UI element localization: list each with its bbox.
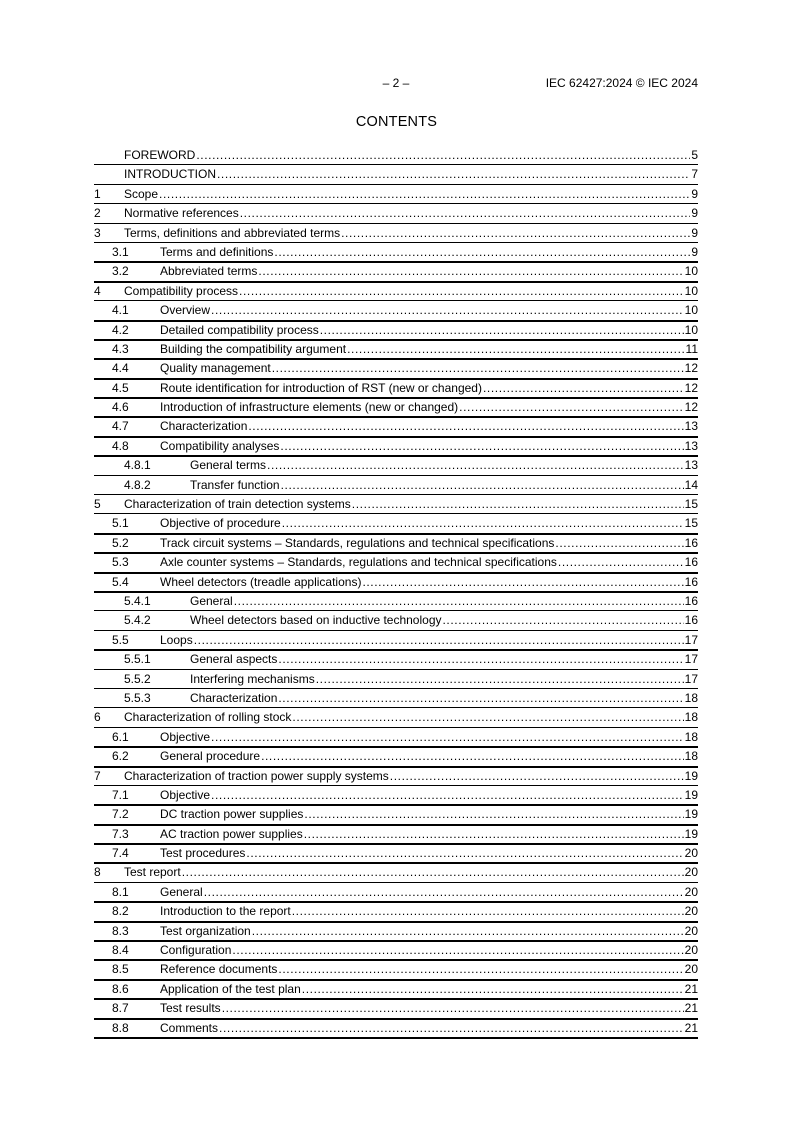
toc-row	[94, 379, 698, 399]
toc-leader-dots	[240, 204, 691, 222]
toc-row	[94, 767, 698, 786]
toc-row	[94, 495, 698, 514]
toc-number: 4.8.2	[124, 477, 151, 492]
toc-row	[94, 999, 698, 1019]
toc-entry[interactable]	[94, 146, 698, 165]
toc-leader-dots	[211, 786, 684, 804]
toc-leader-dots	[352, 495, 684, 513]
toc-entry[interactable]	[94, 863, 698, 882]
toc-page-number: 19	[684, 787, 698, 802]
toc-row	[94, 650, 698, 669]
toc-label: Wheel detectors based on inductive technology	[190, 613, 442, 628]
toc-number: 5.5.2	[124, 671, 151, 686]
toc-leader-dots	[159, 185, 690, 203]
toc-entry[interactable]	[94, 592, 698, 611]
toc-page-number: 15	[684, 497, 698, 512]
toc-page-number: 13	[684, 438, 698, 453]
toc-entry[interactable]	[94, 767, 698, 786]
toc-row	[94, 922, 698, 942]
toc-page-number: 16	[684, 535, 698, 550]
toc-row	[94, 747, 698, 767]
toc-number: 4.2	[112, 322, 129, 337]
toc-row	[94, 185, 698, 204]
toc-number: 4.5	[112, 380, 129, 395]
toc-label: Test procedures	[160, 846, 246, 861]
toc-number: 5.4.1	[124, 593, 151, 608]
toc-row	[94, 437, 698, 457]
toc-label: Objective of procedure	[160, 516, 281, 531]
toc-leader-dots	[219, 1019, 684, 1037]
toc-entry[interactable]	[94, 282, 698, 301]
toc-row	[94, 359, 698, 379]
toc-label: Interfering mechanisms	[190, 671, 315, 686]
toc-leader-dots	[341, 224, 690, 242]
toc-label: Route identification for introduction of RST (new or changed)	[160, 380, 482, 395]
toc-row	[94, 786, 698, 806]
toc-label: Terms, definitions and abbreviated terms	[124, 225, 341, 240]
toc-page-number: 21	[684, 1001, 698, 1016]
toc-entry[interactable]	[94, 883, 698, 902]
toc-row	[94, 262, 698, 282]
toc-leader-dots	[347, 340, 684, 358]
toc-number: 8.8	[112, 1020, 129, 1035]
toc-number: 3.2	[112, 264, 129, 279]
toc-page-number: 13	[684, 419, 698, 434]
toc-label: Detailed compatibility process	[160, 322, 319, 337]
toc-entry[interactable]	[94, 398, 698, 417]
toc-entry[interactable]	[94, 825, 698, 844]
toc-label: Test organization	[160, 923, 251, 938]
toc-label: Axle counter systems – Standards, regulations and technical specifications	[160, 555, 557, 570]
toc-label: Introduction of infrastructure elements (new or changed)	[160, 400, 459, 415]
toc-leader-dots	[483, 379, 684, 397]
toc-number: 5.2	[112, 535, 129, 550]
toc-entry[interactable]	[94, 922, 698, 941]
toc-page-number: 12	[684, 400, 698, 415]
toc-number: 7	[94, 768, 101, 783]
toc-entry[interactable]	[94, 165, 698, 184]
toc-row	[94, 883, 698, 903]
toc-number: 7.2	[112, 807, 129, 822]
toc-entry[interactable]	[94, 786, 698, 805]
toc-separator-line	[94, 1037, 698, 1038]
toc-entry[interactable]	[94, 243, 698, 262]
toc-entry[interactable]	[94, 960, 698, 979]
toc-leader-dots	[211, 728, 684, 746]
toc-row	[94, 534, 698, 554]
toc-row	[94, 456, 698, 475]
toc-entry[interactable]	[94, 456, 698, 475]
toc-number: 8.2	[112, 904, 129, 919]
toc-entry[interactable]	[94, 805, 698, 824]
toc-page-number: 12	[684, 380, 698, 395]
toc-label: Wheel detectors (treadle applications)	[160, 574, 362, 589]
toc-leader-dots	[258, 262, 683, 280]
toc-entry[interactable]	[94, 611, 698, 630]
toc-leader-dots	[459, 398, 683, 416]
toc-label: Normative references	[124, 206, 239, 221]
toc-entry[interactable]	[94, 359, 698, 378]
toc-row	[94, 708, 698, 727]
toc-leader-dots	[304, 825, 684, 843]
toc-row	[94, 204, 698, 223]
toc-entry[interactable]	[94, 340, 698, 359]
toc-number: 4	[94, 283, 101, 298]
toc-page-number: 19	[684, 807, 698, 822]
toc-number: 5	[94, 497, 101, 512]
toc-number: 8	[94, 865, 101, 880]
toc-page-number: 9	[691, 206, 698, 221]
toc-entry[interactable]	[94, 1019, 698, 1038]
toc-entry[interactable]	[94, 728, 698, 747]
toc-page-number: 20	[684, 846, 698, 861]
toc-page-number: 20	[684, 943, 698, 958]
toc-entry[interactable]	[94, 437, 698, 456]
toc-entry[interactable]	[94, 844, 698, 863]
toc-page-number: 21	[684, 981, 698, 996]
toc-entry[interactable]	[94, 301, 698, 320]
toc-row	[94, 902, 698, 922]
toc-label: Objective	[160, 787, 211, 802]
toc-number: 5.1	[112, 516, 129, 531]
toc-entry[interactable]	[94, 379, 698, 398]
toc-row	[94, 863, 698, 882]
toc-label: Building the compatibility argument	[160, 341, 347, 356]
toc-page-number: 5	[691, 148, 698, 162]
toc-number: 6	[94, 710, 101, 725]
toc-page-number: 20	[684, 962, 698, 977]
toc-row	[94, 514, 698, 534]
toc-row	[94, 980, 698, 1000]
toc-label: General procedure	[160, 749, 261, 764]
page-header	[94, 76, 698, 92]
toc-label: Compatibility analyses	[160, 438, 280, 453]
toc-row	[94, 398, 698, 418]
toc-number: 5.4	[112, 574, 129, 589]
toc-page-number: 17	[684, 632, 698, 647]
toc-leader-dots	[248, 417, 683, 435]
toc-leader-dots	[252, 922, 684, 940]
toc-label: Introduction to the report	[160, 904, 291, 919]
toc-entry[interactable]	[94, 980, 698, 999]
page-number: – 2 –	[382, 76, 410, 90]
toc-page-number: 14	[684, 477, 698, 492]
toc-row	[94, 941, 698, 961]
toc-page-number: 16	[684, 593, 698, 608]
toc-number: 4.6	[112, 400, 129, 415]
toc-row	[94, 805, 698, 825]
toc-leader-dots	[443, 611, 684, 629]
toc-label: Abbreviated terms	[160, 264, 258, 279]
toc-row	[94, 825, 698, 845]
toc-number: 8.7	[112, 1001, 129, 1016]
toc-label: Comments	[160, 1020, 219, 1035]
toc-label: Transfer function	[190, 477, 280, 492]
toc-row	[94, 417, 698, 437]
toc-label: FOREWORD	[124, 148, 196, 162]
toc-page-number: 13	[684, 458, 698, 473]
toc-row	[94, 340, 698, 360]
toc-leader-dots	[278, 650, 683, 668]
toc-page-number: 20	[684, 923, 698, 938]
toc-page-number: 21	[684, 1020, 698, 1035]
toc-label: Configuration	[160, 943, 232, 958]
toc-label: Compatibility process	[124, 283, 239, 298]
toc-entry[interactable]	[94, 902, 698, 921]
toc-entry[interactable]	[94, 514, 698, 533]
toc-entry[interactable]	[94, 708, 698, 727]
toc-leader-dots	[274, 243, 690, 261]
toc-entry[interactable]	[94, 224, 698, 243]
toc-row	[94, 321, 698, 341]
toc-row	[94, 960, 698, 980]
toc-page-number: 17	[684, 652, 698, 667]
toc-row	[94, 728, 698, 748]
toc-entry[interactable]	[94, 999, 698, 1018]
toc-label: Reference documents	[160, 962, 278, 977]
toc-row	[94, 553, 698, 573]
toc-number: 4.3	[112, 341, 129, 356]
toc-leader-dots	[222, 999, 684, 1017]
toc-leader-dots	[362, 573, 683, 591]
toc-label: Characterization of train detection systems	[124, 497, 351, 512]
toc-row	[94, 243, 698, 263]
toc-page-number: 19	[684, 826, 698, 841]
toc-label: Quality management	[160, 361, 271, 376]
toc-page-number: 18	[684, 690, 698, 705]
toc-entry[interactable]	[94, 321, 698, 340]
toc-label: General aspects	[190, 652, 278, 667]
toc-page-number: 16	[684, 574, 698, 589]
toc-leader-dots	[232, 941, 683, 959]
toc-row	[94, 146, 698, 165]
toc-label: Objective	[160, 729, 211, 744]
toc-number: 6.1	[112, 729, 129, 744]
toc-leader-dots	[281, 476, 684, 494]
toc-leader-dots	[194, 631, 684, 649]
toc-number: 5.4.2	[124, 613, 151, 628]
toc-label: Scope	[124, 186, 159, 201]
toc-leader-dots	[555, 534, 683, 552]
toc-label: Loops	[160, 632, 193, 647]
standard-reference: IEC 62427:2024 © IEC 2024	[545, 76, 698, 90]
toc-page-number: 10	[684, 322, 698, 337]
toc-page-number: 18	[684, 710, 698, 725]
toc-page-number: 20	[684, 884, 698, 899]
toc-number: 5.5	[112, 632, 129, 647]
toc-page-number: 16	[684, 555, 698, 570]
toc-leader-dots	[278, 960, 683, 978]
toc-number: 4.8	[112, 438, 129, 453]
table-of-contents	[94, 146, 698, 1038]
toc-entry[interactable]	[94, 650, 698, 669]
toc-row	[94, 844, 698, 864]
toc-label: AC traction power supplies	[160, 826, 303, 841]
toc-row	[94, 573, 698, 593]
toc-row	[94, 670, 698, 689]
toc-leader-dots	[292, 902, 684, 920]
toc-entry[interactable]	[94, 185, 698, 204]
toc-row	[94, 631, 698, 651]
toc-entry[interactable]	[94, 417, 698, 436]
toc-leader-dots	[196, 146, 690, 164]
toc-page-number: 10	[684, 303, 698, 318]
toc-leader-dots	[246, 844, 683, 862]
toc-number: 4.7	[112, 419, 129, 434]
toc-label: Test report	[124, 865, 181, 880]
toc-entry[interactable]	[94, 553, 698, 572]
toc-leader-dots	[280, 437, 683, 455]
toc-entry[interactable]	[94, 495, 698, 514]
toc-page-number: 16	[684, 613, 698, 628]
toc-label: Application of the test plan	[160, 981, 301, 996]
toc-number: 8.3	[112, 923, 129, 938]
toc-number: 8.6	[112, 981, 129, 996]
toc-number: 5.3	[112, 555, 129, 570]
toc-leader-dots	[182, 863, 684, 881]
toc-page-number: 12	[684, 361, 698, 376]
toc-number: 7.1	[112, 787, 129, 802]
toc-leader-dots	[204, 883, 684, 901]
toc-number: 7.4	[112, 846, 129, 861]
toc-label: INTRODUCTION	[124, 167, 216, 182]
toc-number: 4.4	[112, 361, 129, 376]
toc-number: 8.1	[112, 884, 129, 899]
toc-entry[interactable]	[94, 747, 698, 766]
page-title: CONTENTS	[355, 114, 438, 130]
toc-page-number: 9	[691, 244, 698, 259]
toc-page-number: 15	[684, 516, 698, 531]
toc-row	[94, 165, 698, 184]
toc-number: 4.8.1	[124, 458, 151, 473]
toc-label: DC traction power supplies	[160, 807, 304, 822]
toc-leader-dots	[217, 165, 690, 183]
toc-page-number: 7	[691, 167, 698, 182]
toc-leader-dots	[278, 689, 683, 707]
toc-leader-dots	[239, 282, 684, 300]
toc-row	[94, 224, 698, 243]
toc-leader-dots	[261, 747, 684, 765]
toc-entry[interactable]	[94, 534, 698, 553]
toc-entry[interactable]	[94, 941, 698, 960]
toc-number: 5.5.1	[124, 652, 151, 667]
toc-page-number: 17	[684, 671, 698, 686]
toc-entry[interactable]	[94, 670, 698, 689]
toc-number: 2	[94, 206, 101, 221]
toc-number: 3.1	[112, 244, 129, 259]
toc-label: General	[160, 884, 203, 899]
toc-leader-dots	[558, 553, 684, 571]
toc-number: 1	[94, 186, 101, 201]
toc-entry[interactable]	[94, 689, 698, 708]
toc-row	[94, 301, 698, 321]
toc-leader-dots	[234, 592, 684, 610]
toc-leader-dots	[267, 456, 684, 474]
toc-page-number: 19	[684, 768, 698, 783]
toc-entry[interactable]	[94, 204, 698, 223]
toc-leader-dots	[302, 980, 684, 998]
toc-leader-dots	[320, 321, 684, 339]
toc-number: 5.5.3	[124, 690, 151, 705]
toc-number: 8.4	[112, 943, 129, 958]
toc-row	[94, 689, 698, 708]
toc-leader-dots	[304, 805, 683, 823]
toc-label: General	[190, 593, 233, 608]
toc-label: Characterization of rolling stock	[124, 710, 292, 725]
toc-leader-dots	[272, 359, 684, 377]
toc-number: 7.3	[112, 826, 129, 841]
toc-leader-dots	[316, 670, 684, 688]
toc-entry[interactable]	[94, 631, 698, 650]
toc-entry[interactable]	[94, 573, 698, 592]
toc-number: 4.1	[112, 303, 129, 318]
toc-label: Characterization	[160, 419, 248, 434]
toc-number: 3	[94, 225, 101, 240]
toc-label: Characterization	[190, 690, 278, 705]
toc-row	[94, 476, 698, 495]
toc-label: Terms and definitions	[160, 244, 274, 259]
toc-row	[94, 1019, 698, 1039]
toc-label: Track circuit systems – Standards, regulations and technical specifications	[160, 535, 555, 550]
toc-number: 8.5	[112, 962, 129, 977]
toc-row	[94, 282, 698, 301]
toc-page-number: 20	[684, 904, 698, 919]
toc-entry[interactable]	[94, 262, 698, 281]
toc-page-number: 10	[684, 264, 698, 279]
toc-label: Overview	[160, 303, 211, 318]
toc-page-number: 18	[684, 749, 698, 764]
toc-page-number: 20	[684, 865, 698, 880]
toc-page-number: 10	[684, 283, 698, 298]
toc-row	[94, 611, 698, 630]
toc-leader-dots	[282, 514, 684, 532]
toc-entry[interactable]	[94, 476, 698, 495]
toc-page-number: 9	[691, 186, 698, 201]
toc-label: Characterization of traction power supply systems	[124, 768, 389, 783]
toc-leader-dots	[390, 767, 684, 785]
toc-number: 6.2	[112, 749, 129, 764]
toc-row	[94, 592, 698, 611]
toc-label: General terms	[190, 458, 267, 473]
toc-leader-dots	[292, 708, 683, 726]
toc-page-number: 11	[685, 341, 698, 356]
toc-label: Test results	[160, 1001, 221, 1016]
toc-page-number: 18	[684, 729, 698, 744]
toc-leader-dots	[211, 301, 684, 319]
toc-page-number: 9	[691, 225, 698, 240]
